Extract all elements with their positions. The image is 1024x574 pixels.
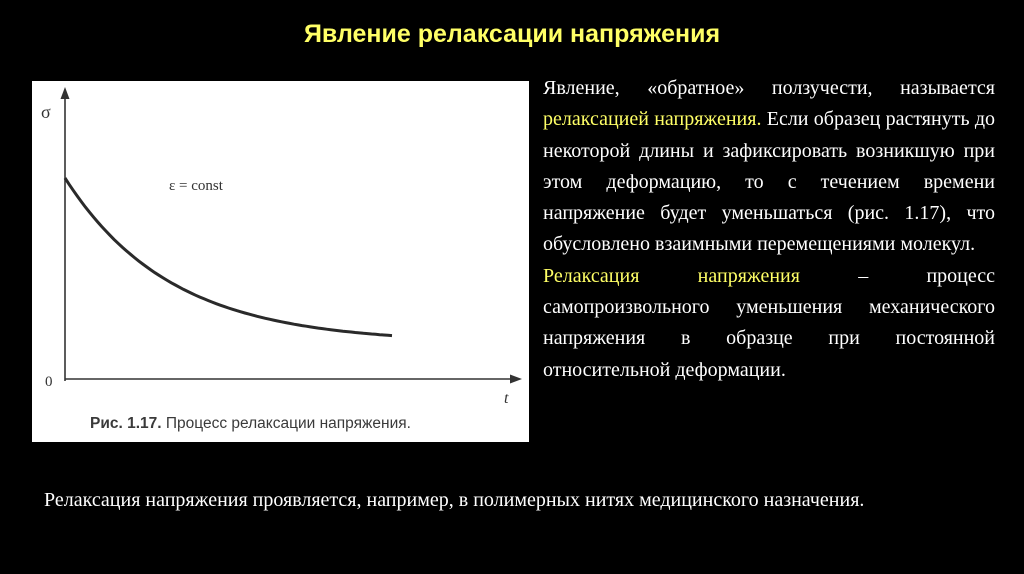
y-axis-label: σ — [41, 102, 51, 122]
paragraph1-part2: Если образец растянуть до некоторой длины и зафиксировать возникшую при этом деформацию, то с течением времени напряжение будет уменьшаться (рис. 1.17), что обусловлено взаимными перемещениями молекул. — [543, 108, 995, 256]
paragraph-relaxation-intro — [543, 73, 995, 261]
caption-number: Рис. 1.17. — [90, 415, 162, 432]
paragraph2-rest: – процесс самопроизвольного уменьшения механического напряжения в образце при постоянной относительной деформации. — [543, 264, 995, 381]
paragraph2-highlight: Релаксация напряжения — [543, 264, 800, 287]
relaxation-curve — [65, 178, 392, 336]
slide-title: Явление релаксации напряжения — [303, 20, 721, 48]
bottom-paragraph: Релаксация напряжения проявляется, например, в полимерных нитях медицинского назначения. — [44, 489, 865, 511]
paragraph1-part1: Явление, «обратное» ползучести, называется — [543, 77, 995, 99]
relaxation-graph — [32, 81, 529, 442]
paragraph1-highlight: релаксацией напряжения. — [543, 108, 762, 131]
arrow-up-icon — [61, 87, 70, 99]
origin-label: 0 — [45, 374, 53, 390]
relaxation-figure — [32, 81, 529, 442]
caption-text: Процесс релаксации напряжения. — [161, 415, 411, 432]
figure-caption — [90, 415, 411, 433]
curve-annotation: ε = const — [169, 178, 223, 194]
arrow-right-icon — [510, 375, 522, 384]
paragraph-relaxation-definition — [543, 261, 995, 386]
x-axis-label: t — [504, 390, 509, 407]
definition-text — [543, 73, 995, 386]
